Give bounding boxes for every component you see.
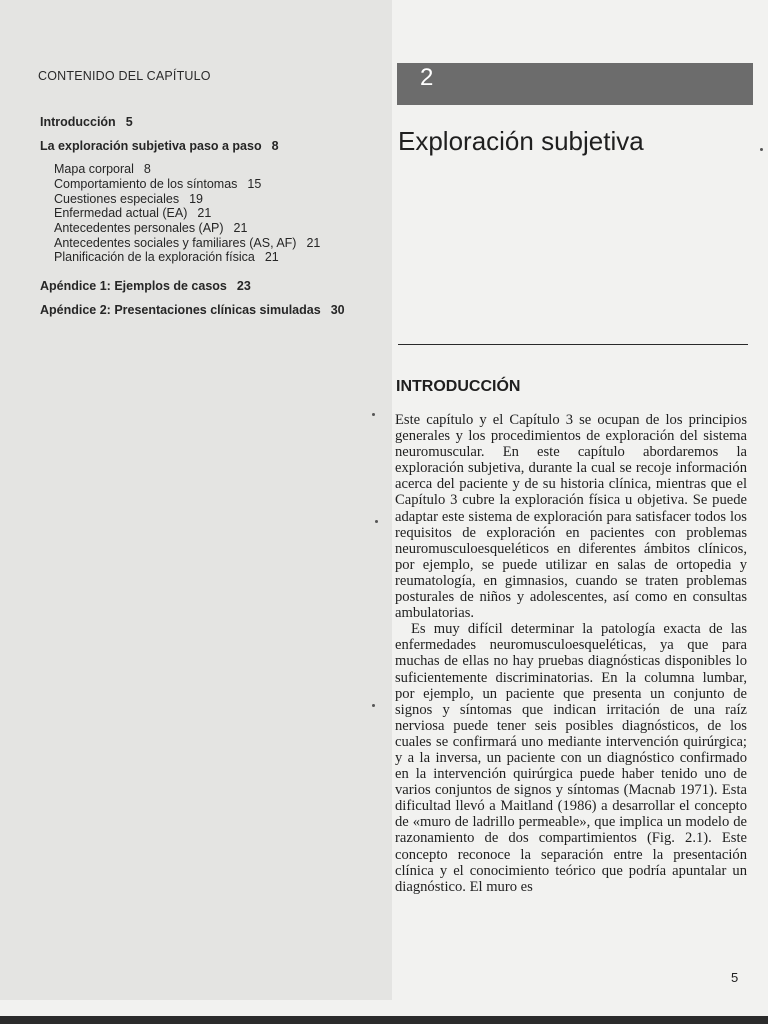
toc-entry	[54, 221, 247, 235]
toc-entry	[54, 192, 203, 206]
toc-entry	[40, 115, 133, 129]
section-heading: INTRODUCCIÓN	[396, 378, 521, 395]
toc-entry	[40, 279, 251, 293]
chapter-title: Exploración subjetiva	[398, 126, 644, 156]
print-speck	[372, 704, 375, 707]
toc-page: 5	[125, 115, 133, 129]
toc-entry	[40, 303, 345, 317]
toc-page: 30	[330, 303, 345, 317]
toc-page: 15	[247, 177, 262, 191]
toc-page: 21	[233, 221, 248, 235]
toc-label: Apéndice 2: Presentaciones clínicas simuladas	[40, 303, 321, 317]
page-number: 5	[731, 970, 739, 985]
toc-label: Mapa corporal	[54, 162, 134, 176]
print-speck	[760, 148, 763, 151]
section-divider	[398, 344, 748, 345]
toc-entry	[54, 236, 320, 250]
toc-label: Introducción	[40, 115, 116, 129]
toc-label: Apéndice 1: Ejemplos de casos	[40, 279, 227, 293]
toc-page: 8	[271, 139, 279, 153]
toc-label: Antecedentes sociales y familiares (AS, AF)	[54, 236, 297, 250]
toc-page: 23	[236, 279, 251, 293]
paragraph: Este capítulo y el Capítulo 3 se ocupan de los principios generales y los procedimientos de exploración del sistema neuromuscular. En este capítulo abordaremos la exploración subjetiva, durante la cual se recoje información acerca del paciente y de su historia clínica, mientras que el Capítulo 3 cubre la exploración física u objetiva. Se puede adaptar este sistema de exploración para satisfacer todos los requisitos de exploración en pacientes con problemas neuromusculoesqueléticos en diferentes ámbitos clínicos, por ejemplo, se puede utilizar en salas de ortopedia y reumatología, en gimnasios, cuando se traten problemas posturales de niños y adolescentes, así como en consultas ambulatorias.	[395, 412, 747, 622]
toc-label: Planificación de la exploración física	[54, 250, 255, 264]
chapter-banner	[397, 63, 753, 105]
toc-label: Cuestiones especiales	[54, 192, 180, 206]
print-speck	[372, 413, 375, 416]
toc-entry	[54, 206, 211, 220]
toc-page: 19	[189, 192, 203, 206]
toc-page: 21	[197, 206, 212, 220]
body-text	[395, 412, 747, 895]
page-edge	[0, 1016, 768, 1024]
toc-label: Antecedentes personales (AP)	[54, 221, 224, 235]
print-speck	[375, 520, 378, 523]
toc-page: 21	[306, 236, 321, 250]
toc-label: La exploración subjetiva paso a paso	[40, 139, 262, 153]
toc-entry	[40, 139, 279, 153]
chapter-number: 2	[420, 64, 434, 91]
toc-page: 21	[264, 250, 279, 264]
toc-label: Comportamiento de los síntomas	[54, 177, 238, 191]
paragraph: Es muy difícil determinar la patología exacta de las enfermedades neuromusculoesqueléticas, ya que para muchas de ellas no hay pruebas diagnósticas disponibles lo suficientemente discriminatorias. En la columna lumbar, por ejemplo, un paciente que presenta un conjunto de signos y síntomas que indican irritación de una raíz nerviosa puede tener seis posibles diagnósticos, de los cuales se confirmará uno mediante intervención quirúrgica; y a la inversa, un paciente con un diagnóstico confirmado en la intervención quirúrgica puede haber tenido uno de varios conjuntos de signos y síntomas (Macnab 1971). Esta dificultad llevó a Maitland (1986) a desarrollar el concepto de «muro de ladrillo permeable», que implica un modelo de razonamiento de dos compartimientos (Fig. 2.1). Este concepto reconoce la separación entre la presentación clínica y el conocimiento teórico que podría apuntalar un diagnóstico. El muro es	[395, 621, 747, 895]
toc-page: 8	[143, 162, 151, 176]
toc-label: Enfermedad actual (EA)	[54, 206, 188, 220]
toc-entry	[54, 162, 151, 176]
toc-entry	[54, 250, 279, 264]
contents-heading: CONTENIDO DEL CAPÍTULO	[38, 69, 211, 83]
toc-entry	[54, 177, 261, 191]
